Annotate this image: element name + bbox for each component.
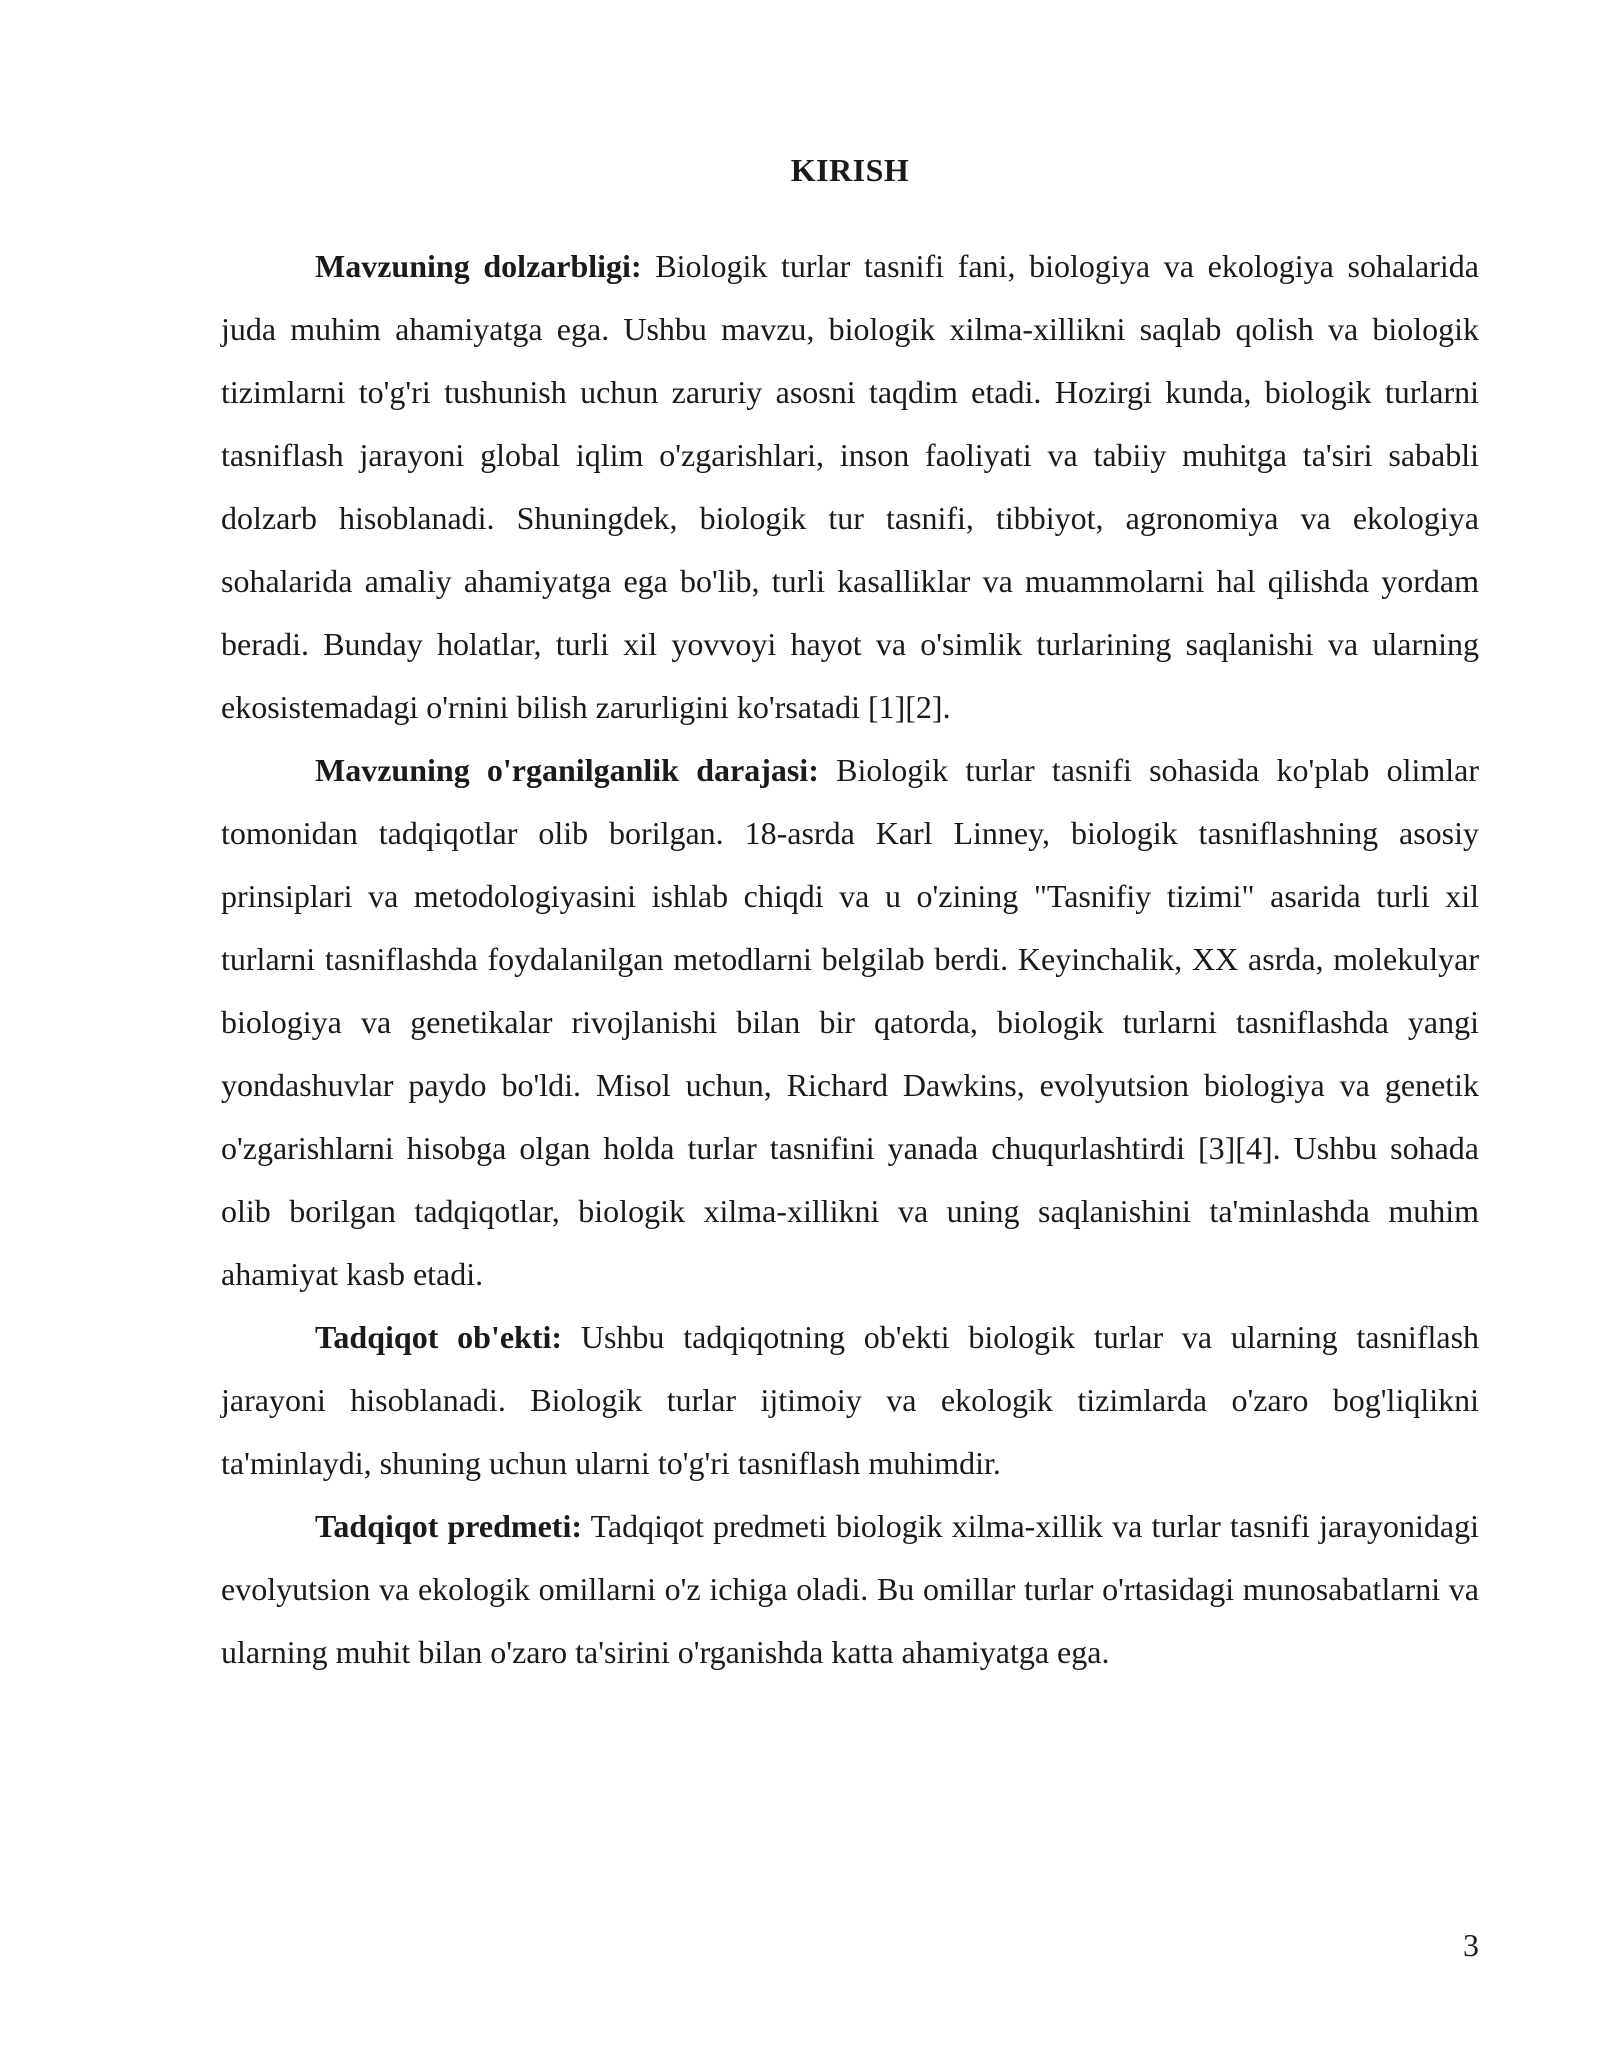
- paragraph-heading: Tadqiqot predmeti:: [315, 1508, 582, 1544]
- page-number: 3: [1463, 1927, 1479, 1963]
- paragraph-body: Biologik turlar tasnifi sohasida ko'plab olimlar tomonidan tadqiqotlar olib borilgan. 18-asrda Karl Linney, biologik tasniflashning asosiy prinsiplari va metodologiyasini ishlab chiqdi va u o'zining "Tasnifiy tizimi" asarida turli xil turlarni tasniflashda foydalanilgan metodlarni belgilab berdi. Keyinchalik, XX asrda, molekulyar biologiya va genetikalar rivojlanishi bilan bir qatorda, biologik turlarni tasniflashda yangi yondashuvlar paydo bo'ldi. Misol uchun, Richard Dawkins, evolyutsion biologiya va genetik o'zgarishlarni hisobga olgan holda turlar tasnifini yanada chuqurlashtirdi [3][4]. Ushbu sohada olib borilgan tadqiqotlar, biologik xilma-xillikni va uning saqlanishini ta'minlashda muhim ahamiyat kasb etadi.: [221, 752, 1480, 1292]
- paragraph-relevance: [221, 235, 1479, 739]
- paragraph-research-object: [221, 1306, 1479, 1495]
- paragraph-study-level: [221, 739, 1479, 1306]
- paragraph-heading: Mavzuning dolzarbligi:: [315, 248, 642, 284]
- paragraph-heading: Tadqiqot ob'ekti:: [315, 1319, 563, 1355]
- paragraph-heading: Mavzuning o'rganilganlik darajasi:: [315, 752, 819, 788]
- body-text: [221, 235, 1479, 1684]
- paragraph-research-subject: [221, 1495, 1479, 1684]
- paragraph-body: Ushbu tadqiqotning ob'ekti biologik turlar va ularning tasniflash jarayoni hisoblanadi. Biologik turlar ijtimoiy va ekologik tizimlarda o'zaro bog'liqlikni ta'minlaydi, shuning uchun ularni to'g'ri tasniflash muhimdir.: [221, 1319, 1480, 1481]
- paragraph-body: Tadqiqot predmeti biologik xilma-xillik va turlar tasnifi jarayonidagi evolyutsion va ekologik omillarni o'z ichiga oladi. Bu omillar turlar o'rtasidagi munosabatlarni va ularning muhit bilan o'zaro ta'sirini o'rganishda katta ahamiyatga ega.: [221, 1508, 1480, 1670]
- paragraph-body: Biologik turlar tasnifi fani, biologiya va ekologiya sohalarida juda muhim ahamiyatga ega. Ushbu mavzu, biologik xilma-xillikni saqlab qolish va biologik tizimlarni to'g'ri tushunish uchun zaruriy asosni taqdim etadi. Hozirgi kunda, biologik turlarni tasniflash jarayoni global iqlim o'zgarishlari, inson faoliyati va tabiiy muhitga ta'siri sababli dolzarb hisoblanadi. Shuningdek, biologik tur tasnifi, tibbiyot, agronomiya va ekologiya sohalarida amaliy ahamiyatga ega bo'lib, turli kasalliklar va muammolarni hal qilishda yordam beradi. Bunday holatlar, turli xil yovvoyi hayot va o'simlik turlarining saqlanishi va ularning ekosistemadagi o'rnini bilish zarurligini ko'rsatadi [1][2].: [221, 248, 1480, 725]
- page-title: KIRISH: [790, 152, 910, 188]
